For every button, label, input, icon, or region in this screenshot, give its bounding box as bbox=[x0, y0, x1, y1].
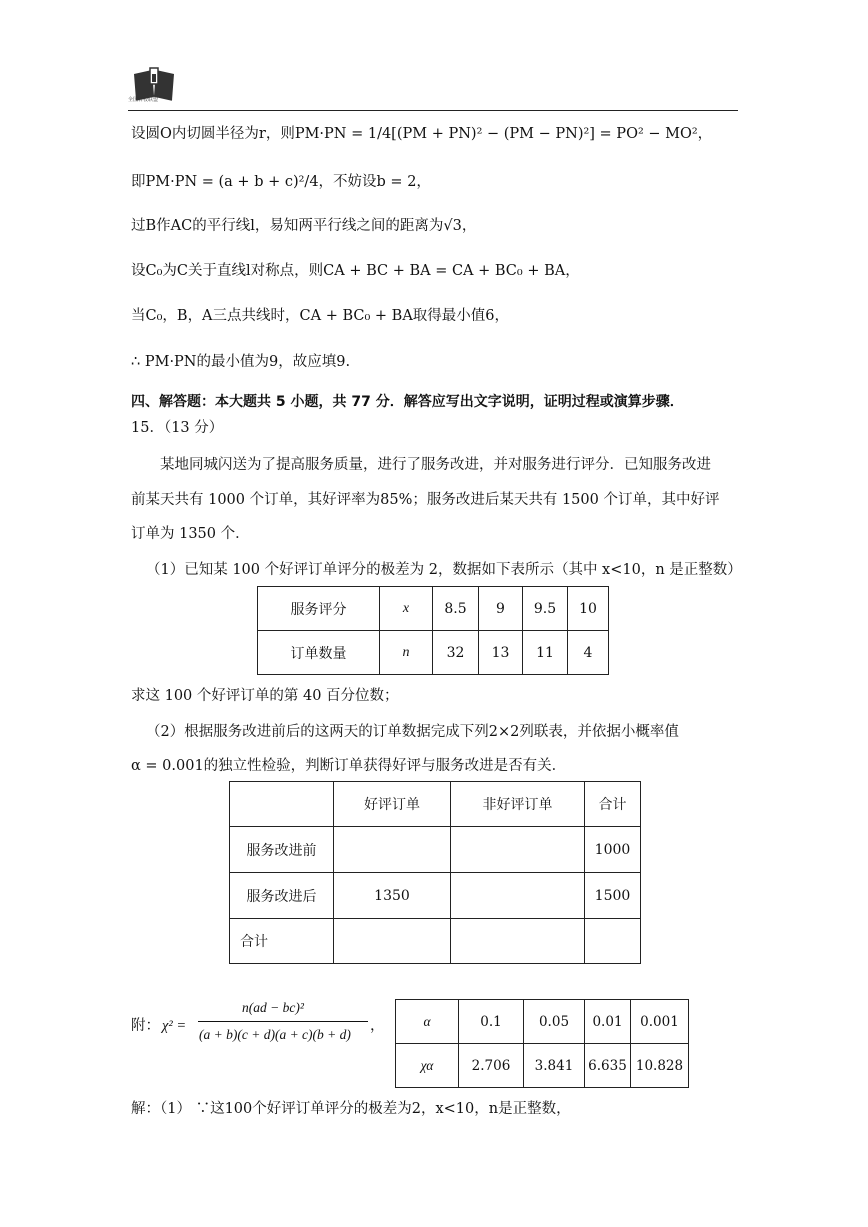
table-cell bbox=[451, 919, 585, 964]
table-cell: 11 bbox=[523, 631, 568, 675]
solution-line-2: 即PM·PN = (a + b + c)²/4，不妨设b = 2， bbox=[131, 174, 431, 190]
table-row bbox=[230, 873, 641, 919]
section-heading: 四、解答题：本大题共 5 小题，共 77 分．解答应写出文字说明，证明过程或演算步骤． bbox=[131, 394, 684, 410]
formula-numerator: n(ad − bc)² bbox=[242, 1000, 304, 1015]
table-cell: 2.706 bbox=[459, 1044, 524, 1088]
table-cell: 32 bbox=[433, 631, 479, 675]
table-cell bbox=[334, 919, 451, 964]
part2-line-1: （2）根据服务改进前后的这两天的订单数据完成下列2×2列联表，并依据小概率值 bbox=[146, 724, 679, 740]
table-cell: 0.001 bbox=[631, 1000, 689, 1044]
table-row bbox=[230, 827, 641, 873]
problem-intro-3: 订单为 1350 个． bbox=[131, 526, 250, 542]
table-cell: 非好评订单 bbox=[451, 782, 585, 827]
problem-intro-2: 前某天共有 1000 个订单，其好评率为85%；服务改进后某天共有 1500 个订单，其中好评 bbox=[131, 492, 720, 508]
table-cell: 1000 bbox=[585, 827, 641, 873]
fraction-bar bbox=[198, 1021, 368, 1022]
table-cell: χα bbox=[396, 1044, 459, 1088]
score-table bbox=[257, 586, 609, 675]
problem-intro-1: 某地同城闪送为了提高服务质量，进行了服务改进，并对服务进行评分．已知服务改进 bbox=[160, 457, 711, 473]
table-cell bbox=[334, 827, 451, 873]
problem-number: 15．（13 分） bbox=[131, 420, 224, 436]
table-cell: 合计 bbox=[230, 919, 334, 964]
logo-caption: 全国百校联盟 bbox=[128, 97, 159, 103]
table-cell: 服务评分 bbox=[258, 587, 380, 631]
formula-denominator: (a + b)(c + d)(a + c)(b + d) bbox=[199, 1027, 351, 1042]
solution-line-6: ∴ PM·PN的最小值为9，故应填9. bbox=[131, 354, 351, 370]
formula-trailing: ， bbox=[370, 1018, 385, 1034]
table-row bbox=[258, 587, 609, 631]
table-cell bbox=[451, 873, 585, 919]
solution-line-3: 过B作AC的平行线l，易知两平行线之间的距离为√3， bbox=[131, 218, 477, 234]
table-cell bbox=[451, 827, 585, 873]
contingency-table bbox=[229, 781, 641, 964]
table-cell: 9 bbox=[479, 587, 523, 631]
table-cell: 订单数量 bbox=[258, 631, 380, 675]
solution-line-5: 当C₀，B，A三点共线时，CA + BC₀ + BA取得最小值6， bbox=[131, 308, 510, 324]
table-row bbox=[230, 782, 641, 827]
table-cell bbox=[230, 782, 334, 827]
table-cell: α bbox=[396, 1000, 459, 1044]
table-cell: 0.1 bbox=[459, 1000, 524, 1044]
table-cell: 9.5 bbox=[523, 587, 568, 631]
part1-text: （1）已知某 100 个好评订单评分的极差为 2，数据如下表所示（其中 x<10，n 是正整数） bbox=[146, 562, 742, 578]
table-row bbox=[396, 1044, 689, 1088]
table-cell: 合计 bbox=[585, 782, 641, 827]
table-cell: x bbox=[380, 587, 433, 631]
part1-question: 求这 100 个好评订单的第 40 百分位数； bbox=[131, 688, 399, 704]
table-cell: 服务改进后 bbox=[230, 873, 334, 919]
table-cell: 6.635 bbox=[585, 1044, 631, 1088]
table-row bbox=[396, 1000, 689, 1044]
table-cell: 服务改进前 bbox=[230, 827, 334, 873]
table-cell: 0.01 bbox=[585, 1000, 631, 1044]
table-row bbox=[258, 631, 609, 675]
table-cell bbox=[585, 919, 641, 964]
table-cell: 10 bbox=[568, 587, 609, 631]
appendix-label: 附： bbox=[131, 1018, 160, 1034]
header-rule bbox=[128, 110, 738, 111]
answer-line: 解：（1） ∵这100个好评订单评分的极差为2，x<10，n是正整数， bbox=[131, 1101, 571, 1117]
table-cell: 1500 bbox=[585, 873, 641, 919]
table-cell: 好评订单 bbox=[334, 782, 451, 827]
solution-line-1: 设圆O内切圆半径为r，则PM·PN = 1/4[(PM + PN)² − (PM − PN)²] = PO² − MO²， bbox=[131, 126, 713, 142]
table-cell: 4 bbox=[568, 631, 609, 675]
table-cell: 3.841 bbox=[524, 1044, 585, 1088]
table-cell: 10.828 bbox=[631, 1044, 689, 1088]
table-cell: 13 bbox=[479, 631, 523, 675]
critical-value-table bbox=[395, 999, 689, 1088]
solution-line-4: 设C₀为C关于直线l对称点，则CA + BC + BA = CA + BC₀ + BA， bbox=[131, 263, 580, 279]
chi-square-lhs: χ² = bbox=[162, 1018, 187, 1034]
table-cell: n bbox=[380, 631, 433, 675]
part2-line-2: α = 0.001的独立性检验，判断订单获得好评与服务改进是否有关． bbox=[131, 758, 567, 774]
table-cell: 8.5 bbox=[433, 587, 479, 631]
table-row bbox=[230, 919, 641, 964]
table-cell: 0.05 bbox=[524, 1000, 585, 1044]
table-cell: 1350 bbox=[334, 873, 451, 919]
